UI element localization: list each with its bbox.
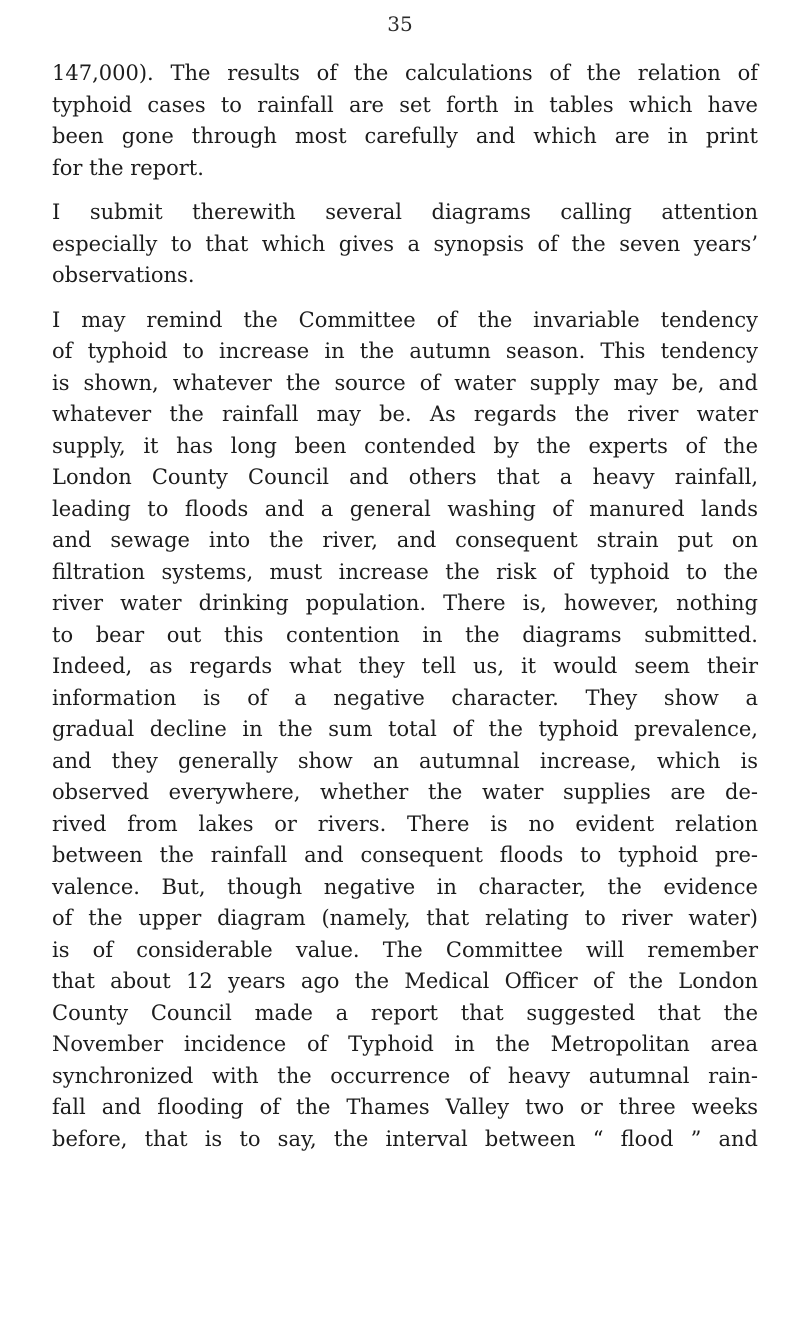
paragraph-3 [52, 305, 758, 1156]
text-line: of typhoid to increase in the autumn season. This tendency [52, 339, 758, 363]
text-line: river water drinking population. There is, however, nothing [52, 591, 758, 615]
text-line: filtration systems, must increase the risk of typhoid to the [52, 559, 758, 584]
text-line: whatever the rainfall may be. As regards the river water [52, 402, 758, 426]
paragraph-gap [52, 184, 758, 197]
text-line: observations. [52, 263, 195, 287]
text-line: valence. But, though negative in character, the evidence [52, 874, 758, 899]
paragraph-2 [52, 197, 758, 292]
paragraph-gap [52, 292, 758, 305]
text-line: to bear out this contention in the diagrams submitted. [52, 622, 758, 647]
text-line: 147,000). The results of the calculations of the relation of [52, 61, 758, 85]
text-line: typhoid cases to rainfall are set forth in tables which have [52, 92, 758, 117]
text-line: I submit therewith several diagrams calling attention [52, 200, 758, 224]
text-line: is shown, whatever the source of water supply may be, and [52, 370, 758, 395]
text-line: information is of a negative character. They show a [52, 685, 758, 710]
text-line: and sewage into the river, and consequent strain put on [52, 528, 758, 552]
text-line: been gone through most carefully and which are in print [52, 124, 758, 148]
text-line: I may remind the Committee of the invariable tendency [52, 307, 758, 332]
text-line: November incidence of Typhoid in the Metropolitan area [52, 1032, 758, 1056]
text-line: fall and flooding of the Thames Valley two or three weeks [52, 1095, 758, 1119]
text-line: observed everywhere, whether the water supplies are de- [52, 780, 758, 804]
text-line: leading to floods and a general washing of manured lands [52, 496, 758, 521]
text-line: of the upper diagram (namely, that relating to river water) [52, 906, 758, 930]
text-line: for the report. [52, 155, 204, 180]
text-line: especially to that which gives a synopsis of the seven years’ [52, 231, 758, 256]
text-line: synchronized with the occurrence of heavy autumnal rain- [52, 1063, 758, 1088]
text-line: that about 12 years ago the Medical Officer of the London [52, 969, 758, 993]
page-number: 35 [387, 12, 413, 36]
text-line: and they generally show an autumnal increase, which is [52, 748, 758, 773]
text-line: London County Council and others that a heavy rainfall, [52, 465, 758, 489]
text-line: before, that is to say, the interval between “ flood ” and [52, 1126, 758, 1151]
text-line: Indeed, as regards what they tell us, it would seem their [52, 654, 758, 678]
text-line: between the rainfall and consequent floods to typhoid pre- [52, 843, 758, 867]
text-line: supply, it has long been contended by the experts of the [52, 433, 758, 458]
paragraph-1 [52, 58, 758, 184]
text-line: gradual decline in the sum total of the typhoid prevalence, [52, 717, 758, 741]
body-text [52, 58, 758, 1155]
text-line: County Council made a report that suggested that the [52, 1000, 758, 1025]
text-line: rived from lakes or rivers. There is no evident relation [52, 811, 758, 836]
text-line: is of considerable value. The Committee will remember [52, 937, 758, 962]
